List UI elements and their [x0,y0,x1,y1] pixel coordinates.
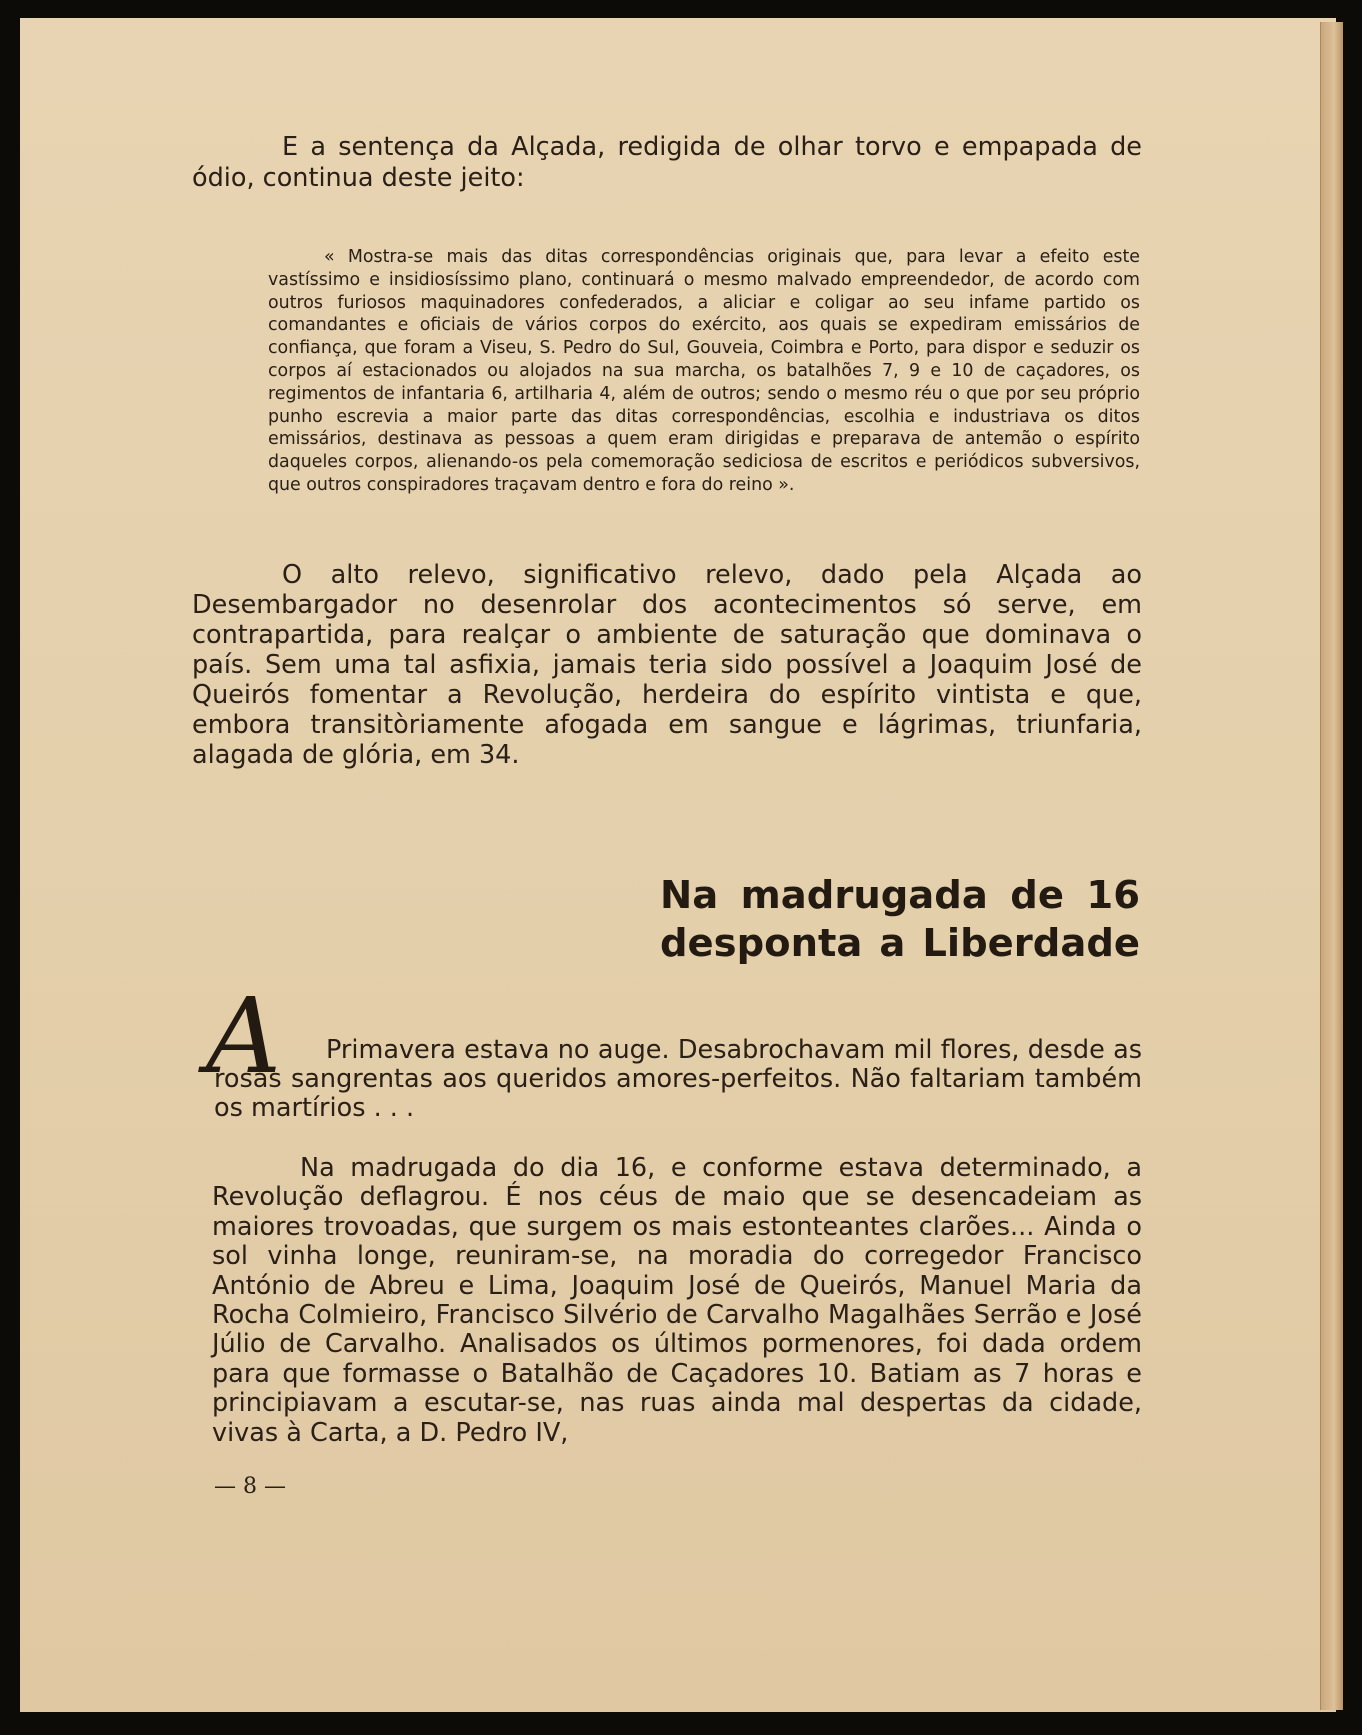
commentary-paragraph: O alto relevo, significativo relevo, dado pela Alçada ao Desembargador no desenrolar dos acontecimentos só serve, em contrapartida, para realçar o ambiente de saturação que dominava o país. Sem uma tal asfixia, jamais teria sido possível a Joaquim José de Queirós fomentar a Revolução, herdeira do espírito vintista e que, embora transitòriamente afogada em sangue e lágrimas, triunfaria, alagada de glória, em 34. [192,560,1142,770]
section-heading-line-2: desponta a Liberdade [660,921,1140,966]
section-heading [660,872,1140,968]
quoted-sentence: « Mostra-se mais das ditas correspondências originais que, para levar a efeito este vastíssimo e insidiosíssimo plano, continuará o mesmo malvado empreendedor, de acordo com outros furiosos maquinadores confederados, a aliciar e coligar ao seu infame partido os comandantes e oficiais de vários corpos do exército, aos quais se expediram emissários de confiança, que foram a Viseu, S. Pedro do Sul, Gouveia, Coimbra e Porto, para dispor e seduzir os corpos aí estacionados ou alojados na sua marcha, os batalhões 7, 9 e 10 de caçadores, os regimentos de infantaria 6, artilharia 4, além de outros; sendo o mesmo réu o que por seu próprio punho escrevia a maior parte das ditas correspondências, escolhia e industriava os ditos emissários, destinava as pessoas a quem eram dirigidas e preparava de antemão o espírito daqueles corpos, alienando-os pela comemoração sediciosa de escritos e periódicos subversivos, que outros conspiradores traçavam dentro e fora do reino ». [268,247,1140,495]
section-heading-line-1: Na madrugada de 16 [660,873,1140,918]
spring-paragraph: Primavera estava no auge. Desabrochavam mil flores, desde as rosas sangrentas aos queridos amores-perfeitos. Não faltariam também os martírios . . . [214,1035,1142,1123]
intro-paragraph: E a sentença da Alçada, redigida de olhar torvo e empapada de ódio, continua deste jeito: [192,132,1142,193]
drop-cap-letter: A [206,975,282,1097]
dawn-paragraph: Na madrugada do dia 16, e conforme estava determinado, a Revolução deflagrou. É nos céus de maio que se desencadeiam as maiores trovoadas, que surgem os mais estonteantes clarões... Ainda o sol vinha longe, reuniram-se, na moradia do corregedor Francisco António de Abreu e Lima, Joaquim José de Queirós, Manuel Maria da Rocha Colmieiro, Francisco Silvério de Carvalho Magalhães Serrão e José Júlio de Carvalho. Analisados os últimos pormenores, foi dada ordem para que formasse o Batalhão de Caçadores 10. Batiam as 7 horas e principiavam a escutar-se, nas ruas ainda mal despertas da cidade, vivas à Carta, a D. Pedro IV, [212,1153,1142,1448]
page-number: — 8 — [214,1474,286,1499]
adjacent-page-edge [1320,22,1343,1710]
